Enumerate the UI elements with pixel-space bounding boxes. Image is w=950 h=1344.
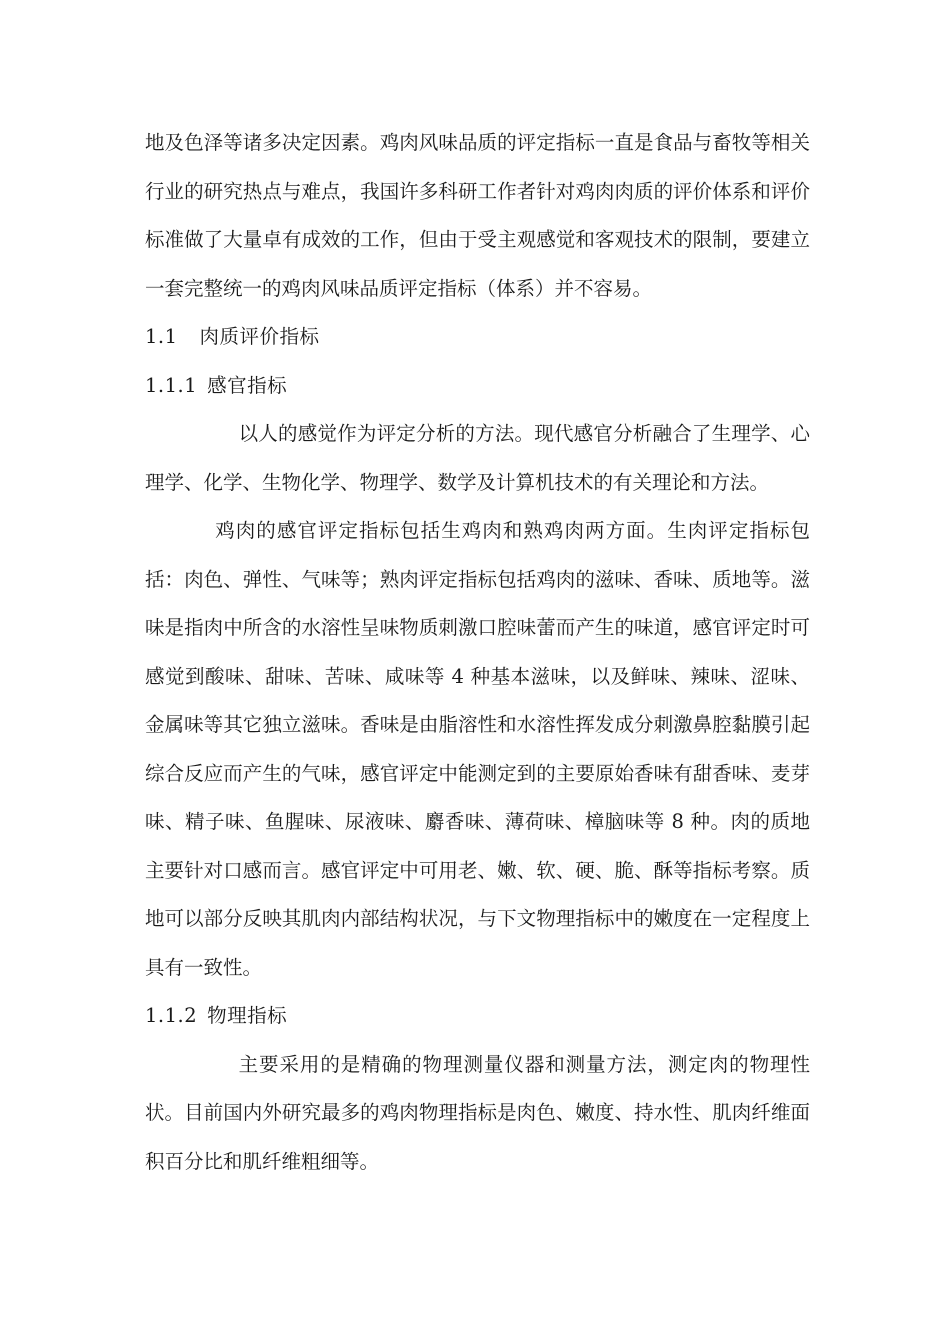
document-body — [145, 119, 810, 1186]
paragraph-sensory-method: 以人的感觉作为评定分析的方法。现代感官分析融合了生理学、心理学、化学、生物化学、物理学、数学及计算机技术的有关理论和方法。 — [145, 422, 810, 494]
paragraph-sensory-detail: 鸡肉的感官评定指标包括生鸡肉和熟鸡肉两方面。生肉评定指标包括：肉色、弹性、气味等；熟肉评定指标包括鸡肉的滋味、香味、质地等。滋味是指肉中所含的水溶性呈味物质刺激口腔味蕾而产生的味道，感官评定时可感觉到酸味、甜味、苦味、咸味等 4 种基本滋味，以及鲜味、辣味、涩味、金属味等其它独立滋味。香味是由脂溶性和水溶性挥发成分刺激鼻腔黏膜引起综合反应而产生的气味，感官评定中能测定到的主要原始香味有甜香味、麦芽味、精子味、鱼腥味、尿液味、麝香味、薄荷味、樟脑味等 8 种。肉的质地主要针对口感而言。感官评定中可用老、嫩、软、硬、脆、酥等指标考察。质地可以部分反映其肌肉内部结构状况，与下文物理指标中的嫩度在一定程度上具有一致性。 — [145, 519, 810, 979]
section-heading-1-1 — [145, 313, 810, 362]
section-heading-1-1-1 — [145, 362, 810, 411]
section-number-1-1-2: 1.1.2 — [145, 1004, 198, 1027]
section-title-1-1: 肉质评价指标 — [199, 325, 320, 348]
section-title-1-1-1: 感官指标 — [207, 373, 288, 397]
paragraph-physical: 主要采用的是精确的物理测量仪器和测量方法，测定肉的物理性状。目前国内外研究最多的鸡肉物理指标是肉色、嫩度、持水性、肌肉纤维面积百分比和肌纤维粗细等。 — [145, 1052, 810, 1173]
paragraph-intro: 地及色泽等诸多决定因素。鸡肉风味品质的评定指标一直是食品与畜牧等相关行业的研究热点与难点，我国许多科研工作者针对鸡肉肉质的评价体系和评价标准做了大量卓有成效的工作，但由于受主观感觉和客观技术的限制，要建立一套完整统一的鸡肉风味品质评定指标（体系）并不容易。 — [145, 131, 810, 300]
section-number-1-1-1: 1.1.1 — [145, 373, 198, 397]
section-heading-1-1-2 — [145, 992, 810, 1041]
section-number-1-1: 1.1 — [145, 325, 178, 348]
section-title-1-1-2: 物理指标 — [207, 1004, 288, 1027]
